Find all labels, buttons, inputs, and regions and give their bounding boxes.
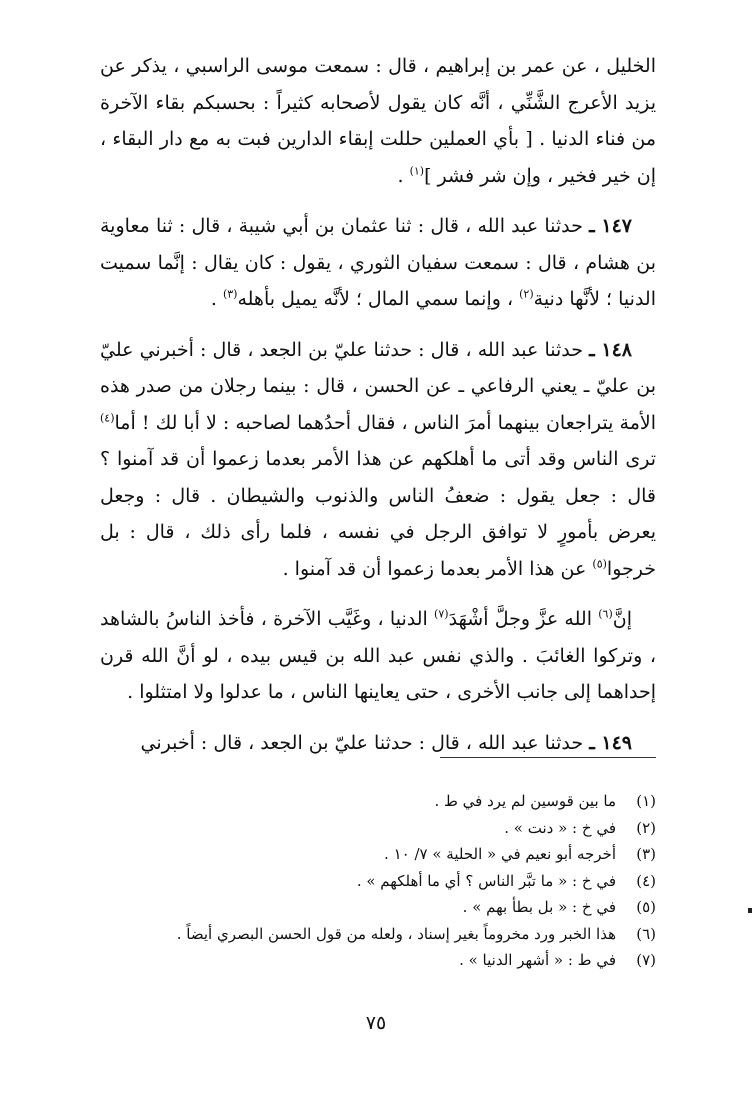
hadith-number: ١٤٩ ـ [589, 731, 632, 754]
paragraph-148-cont: إنَّ$^{(٦)}$ الله عزَّ وجلَّ أشْهَدَ$^{(٧)}$ الدنيا ، وغَيَّب الآخرة ، فأخذ الناسُ بالشاهد ، وتركوا الغائبَ . والذي نفس عبد الله بن قيس بيده ، لو أنَّ الله قرن إحداهما إلى جانب الأخرى ، حتى يعاينها الناس ، ما عدلوا ولا امتثلوا . [100, 607, 656, 703]
footnote [96, 947, 656, 974]
footnote-number: (٤) [636, 871, 656, 890]
footnote-text: في خ : « دنت » . [504, 818, 616, 837]
footnote-ref-4[interactable]: (٤) [100, 411, 115, 425]
scan-mark [748, 908, 752, 913]
footnote-ref-7[interactable]: (٧) [434, 607, 449, 621]
footnote-text: في خ : « ما تبَّر الناس ؟ أي ما أهلكهم » . [356, 871, 616, 890]
footnote-text: أخرجه أبو نعيم في « الحلية » ٧/ ١٠ . [384, 845, 616, 863]
footnote [96, 788, 656, 815]
paragraph-149: ١٤٩ ـ حدثنا عبد الله ، قال : حدثنا عليّ بن الجعد ، قال : أخبرني [140, 731, 632, 754]
footnote-text: في ط : « أشهر الدنيا » . [459, 951, 616, 969]
footnote-ref-2[interactable]: (٢) [519, 287, 534, 301]
footnote-divider [440, 757, 656, 758]
footnote-ref-5[interactable]: (٥) [592, 557, 607, 571]
hadith-number: ١٤٨ ـ [589, 338, 632, 361]
footnote [96, 921, 656, 948]
footnote-number: (٧) [636, 951, 656, 969]
footnotes [96, 788, 656, 974]
footnote-number: (٥) [636, 898, 656, 916]
main-text [100, 48, 656, 761]
footnote-ref-6[interactable]: (٦) [598, 607, 613, 621]
footnote [96, 841, 656, 868]
footnote [96, 868, 656, 895]
paragraph-147: ١٤٧ ـ حدثنا عبد الله ، قال : ثنا عثمان بن أبي شيبة ، قال : ثنا معاوية بن هشام ، قال : سمعت سفيان الثوري ، يقول : كان يقال : إنَّما سميت الدنيا ؛ لأنَّها دنية$^{(٢)}$ ، وإنما سمي المال ؛ لأنَّه يميل بأهله$^{(٣)}$ . [100, 215, 656, 310]
footnote-ref-3[interactable]: (٣) [222, 287, 238, 301]
page-number: ٧٥ [365, 1012, 387, 1034]
footnote-ref-1[interactable]: (١) [409, 164, 425, 178]
footnote [96, 894, 656, 921]
paragraph-148: ١٤٨ ـ حدثنا عبد الله ، قال : حدثنا عليّ بن الجعد ، قال : أخبرني عليّ بن عليّ ـ يعني الرفاعي ـ عن الحسن ، قال : بينما رجلان من صدر هذه الأمة يتراجعان بينهما أمرَ الناس ، فقال أحدُهما لصاحبه : لا أبا لك ! أما$^{(٤)}$ ترى الناس وقد أتى ما أهلكهم عن هذا الأمر بعدما زعموا أن قد آمنوا ؟ قال : جعل يقول : ضعفُ الناس والذنوب والشيطان . قال : وجعل يعرض بأمورٍ لا توافق الرجل في نفسه ، فلما رأى ذلك ، قال : بل خرجوا$^{(٥)}$ عن هذا الأمر بعدما زعموا أن قد آمنوا . [100, 338, 656, 580]
footnote-number: (٦) [636, 924, 656, 943]
footnote-number: (٢) [636, 818, 656, 837]
hadith-number: ١٤٧ ـ [589, 215, 632, 237]
paragraph-1: الخليل ، عن عمر بن إبراهيم ، قال : سمعت موسى الراسبي ، يذكر عن يزيد الأعرج الشَّنِّي ، أنَّه كان يقول لأصحابه كثيراً : بحسبكم بقاء الآخرة من فناء الدنيا . [ بأي العملين حللت إبقاء الدارين فبت به مع دار البقاء ، إن خير فخير ، وإن شر فشر ]$^{(١)}$ . [100, 55, 656, 187]
footnote-text: في خ : « بل بطأ بهم » . [462, 898, 616, 916]
footnote-text: ما بين قوسين لم يرد في ط . [434, 792, 616, 810]
footnote-number: (٣) [636, 845, 656, 863]
footnote-number: (١) [636, 792, 656, 810]
footnote-text: هذا الخبر ورد مخروماً بغير إسناد ، ولعله من قول الحسن البصري أيضاً . [176, 924, 616, 943]
footnote [96, 815, 656, 842]
